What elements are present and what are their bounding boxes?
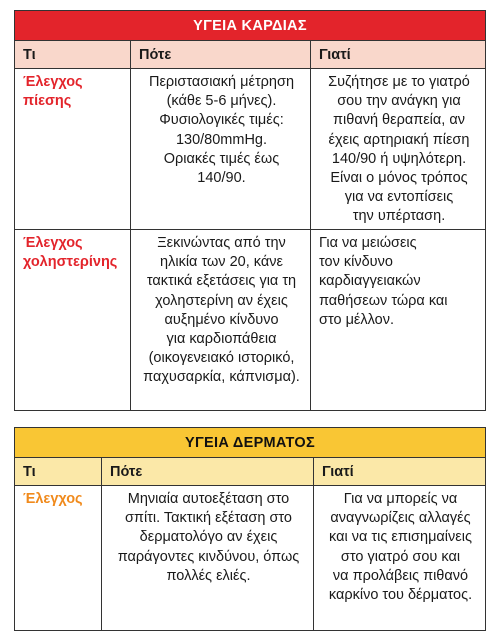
when-line: Μηνιαία αυτοεξέταση στο [127,491,290,507]
why-line: καρκίνο του δέρματος. [328,587,473,604]
skin-health-table [14,427,486,631]
when-cell [130,69,310,229]
when-line: χοληστερίνη αν έχεις [155,292,288,309]
when-line: 130/80mmHg. [175,131,268,148]
what-cell [15,69,130,229]
what-cell [15,486,101,630]
why-line: για να εντοπίσεις [344,189,454,206]
heart-header-row [15,40,485,68]
when-line: δερματολόγο αν έχεις [139,529,278,546]
when-line: τακτικά εξετάσεις για τη [146,273,297,290]
why-line: Συζήτησε με το γιατρό [328,74,470,90]
header-when: Πότε [130,41,310,68]
why-line: Για να μειώσεις [319,235,417,251]
why-line: την υπέρταση. [352,208,446,225]
when-line: 140/90. [197,170,246,187]
why-line: τον κίνδυνο [319,254,393,271]
what-line: πίεσης [23,93,72,110]
why-line: να προλάβεις πιθανό [332,567,469,584]
when-line: Οριακές τιμές έως [163,150,280,167]
when-line: για καρδιοπάθεια [166,331,277,348]
why-cell [310,69,485,229]
when-line: (οικογενειακό ιστορικό, [148,350,295,367]
why-line: πιθανή θεραπεία, αν [333,112,465,129]
what-line: χοληστερίνης [23,254,118,271]
when-line: παχυσαρκία, κάπνισμα). [143,369,300,386]
when-line: αυξημένο κίνδυνο [164,311,279,328]
why-line: αναγνωρίζεις αλλαγές [330,510,471,527]
when-line: Περιστασιακή μέτρηση [148,74,295,90]
what-cell [15,230,130,410]
heart-health-title: ΥΓΕΙΑ ΚΑΡΔΙΑΣ [15,11,485,40]
why-line: Για να μπορείς να [343,491,458,507]
skin-health-title: ΥΓΕΙΑ ΔΕΡΜΑΤΟΣ [15,428,485,457]
why-line: σου την ανάγκη για [337,93,461,110]
when-cell [130,230,310,410]
what-line: Έλεγχος [23,74,83,90]
header-when: Πότε [101,458,313,485]
when-line: ηλικία των 20, κάνε [160,254,283,271]
table-row [15,485,485,630]
why-line: 140/90 ή υψηλότερη. [331,150,467,167]
why-cell [313,486,485,630]
skin-header-row [15,457,485,485]
why-line: και να τις επισημαίνεις [329,529,472,546]
why-line: στο μέλλον. [319,311,395,328]
when-line: Ξεκινώντας από την [157,235,286,251]
when-cell [101,486,313,630]
when-line: παράγοντες κινδύνου, όπως [117,548,300,565]
why-line: στο γιατρό σου και [340,548,461,565]
why-line: καρδιαγγειακών [319,273,421,290]
what-line: Έλεγχος [23,491,83,507]
table-row [15,68,485,229]
when-line: (κάθε 5-6 μήνες). [166,93,277,110]
when-line: Φυσιολογικές τιμές: [159,112,284,129]
header-what: Τι [15,41,130,68]
when-line: σπίτι. Τακτική εξέταση στο [124,510,292,527]
table-row [15,229,485,410]
when-line: πολλές ελιές. [166,567,251,584]
heart-health-table [14,10,486,411]
header-why: Γιατί [313,458,485,485]
why-line: παθήσεων τώρα και [319,292,448,309]
header-what: Τι [15,458,101,485]
why-line: έχεις αρτηριακή πίεση [328,131,470,148]
header-why: Γιατί [310,41,485,68]
why-cell [310,230,485,410]
why-line: Είναι ο μόνος τρόπος [330,170,468,187]
what-line: Έλεγχος [23,235,83,251]
